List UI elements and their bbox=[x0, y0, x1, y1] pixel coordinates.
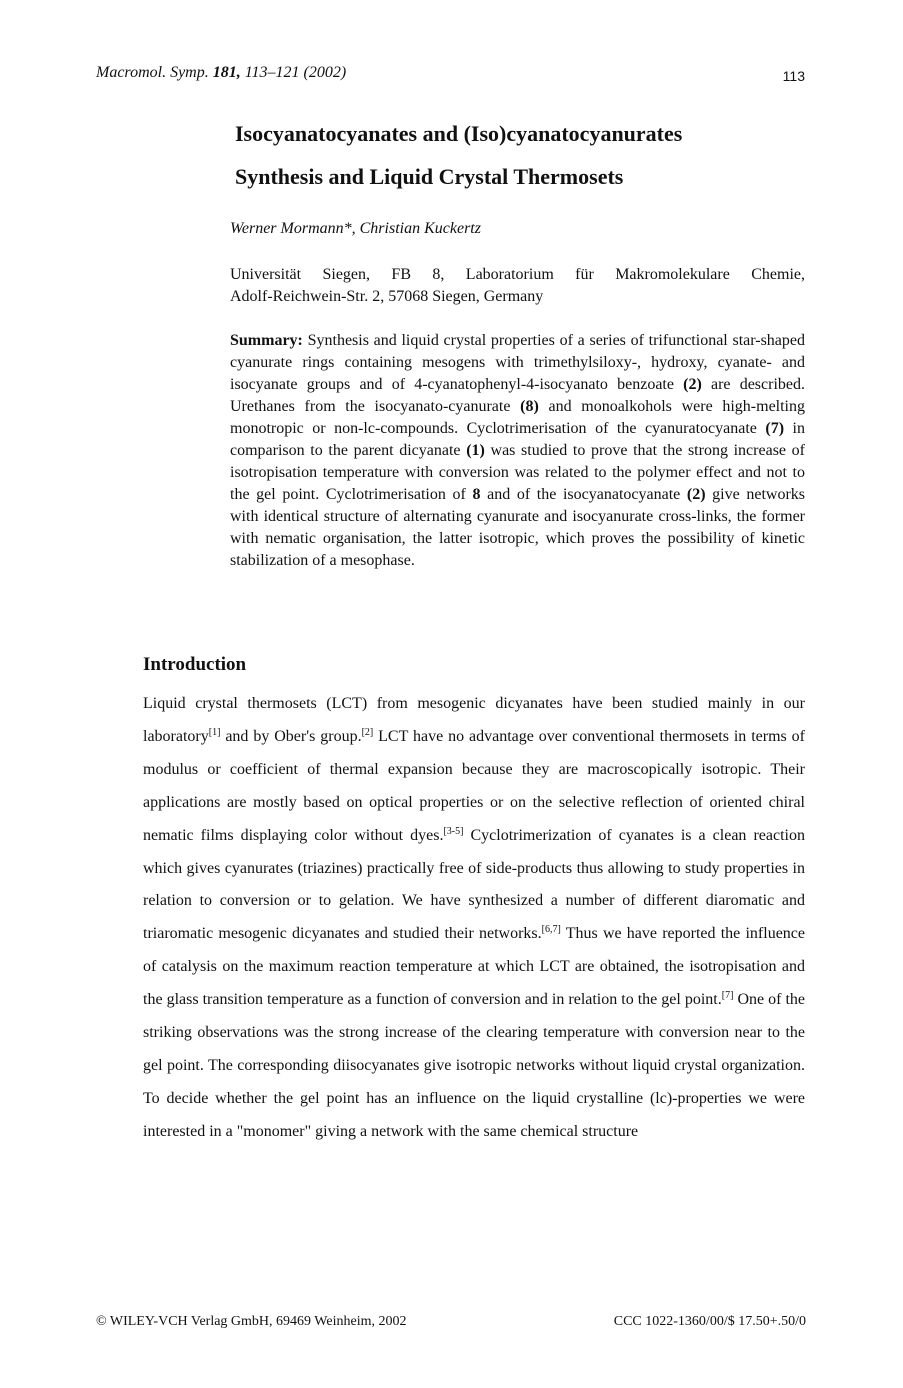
journal-volume: 181, bbox=[212, 64, 241, 81]
abstract bbox=[230, 330, 805, 572]
authors: Werner Mormann*, Christian Kuckertz bbox=[230, 220, 481, 237]
compound-ref: (1) bbox=[466, 442, 485, 459]
compound-ref: (2) bbox=[686, 486, 706, 503]
abstract-text: and of the isocyanatocyanate bbox=[480, 486, 687, 503]
affiliation bbox=[230, 264, 805, 308]
body-text: One of the striking observations was the strong increase of the clearing temperature with conversion near to the gel point. The corresponding diisocyanates give isotropic networks without liquid crystal organization. To decide whether the gel point has an influence on the liquid crystalline (lc)-properties we were interested in a "monomer" giving a network with the same chemical structure bbox=[143, 991, 805, 1140]
citation: [2] bbox=[361, 726, 374, 738]
body-text: and by Ober's group. bbox=[220, 727, 362, 745]
compound-ref: 8 bbox=[472, 486, 481, 503]
affiliation-line-2: Adolf-Reichwein-Str. 2, 57068 Siegen, Germany bbox=[230, 288, 544, 305]
compound-ref: (2) bbox=[683, 376, 702, 393]
citation: [3-5] bbox=[443, 825, 464, 837]
paper-title bbox=[235, 112, 815, 198]
body-text: Thus we have reported the influence of catalysis on the maximum reaction temperature at which LCT are obtained, the isotropisation and the glass transition temperature as a function of conversion and in relation to the gel point. bbox=[143, 925, 805, 1009]
body-text: LCT have no advantage over conventional thermosets in terms of modulus or coefficient of thermal expansion because they are macroscopically isotropic. Their applications are mostly based on optical properties or on the selective reflection of oriented chiral nematic films displaying color without dyes. bbox=[143, 727, 805, 844]
abstract-text: and monoalkohols were high-melting monotropic or non-lc-compounds. Cyclotrimerisation of the cyanuratocyanate bbox=[230, 398, 805, 437]
citation: [6,7] bbox=[541, 924, 561, 936]
body-text: Cyclotrimerization of cyanates is a clean reaction which gives cyanurates (triazines) practically free of side-products thus allowing to study properties in relation to conversion or to gelation. We have synthesized a number of different diaromatic and triaromatic mesogenic dicyanates and studied their networks. bbox=[143, 826, 805, 943]
abstract-text: give networks with identical structure of alternating cyanurate and isocyanurate cross-links, the former with nematic organisation, the latter isotropic, which proves the possibility of kinetic stabilization of a mesophase. bbox=[230, 486, 805, 569]
citation: [1] bbox=[208, 726, 221, 738]
section-heading-introduction: Introduction bbox=[143, 654, 247, 675]
title-line-2: Synthesis and Liquid Crystal Thermosets bbox=[235, 164, 624, 189]
ccc-footer: CCC 1022-1360/00/$ 17.50+.50/0 bbox=[613, 1314, 806, 1329]
compound-ref: (7) bbox=[765, 420, 785, 437]
affiliation-line-1: Universität Siegen, FB 8, Laboratorium für Makromolekulare Chemie, bbox=[230, 266, 805, 283]
introduction-paragraph bbox=[143, 688, 805, 1149]
abstract-label: Summary: bbox=[230, 332, 303, 349]
citation: [7] bbox=[721, 990, 734, 1002]
abstract-text: Synthesis and liquid crystal properties of a series of trifunctional star-shaped cyanurate rings containing mesogens with trimethylsiloxy-, hydroxy, cyanate- and isocyanate groups and of 4-cyanatophenyl-4-isocyanato benzoate bbox=[230, 332, 805, 393]
page-number: 113 bbox=[782, 68, 805, 84]
compound-ref: (8) bbox=[520, 398, 539, 415]
running-head bbox=[96, 64, 806, 82]
title-line-1: Isocyanatocyanates and (Iso)cyanatocyanurates bbox=[235, 121, 683, 146]
abstract-text: are described. Urethanes from the isocyanato-cyanurate bbox=[230, 376, 805, 415]
journal-pages-year: 113–121 (2002) bbox=[244, 64, 347, 81]
copyright-footer: © WILEY-VCH Verlag GmbH, 69469 Weinheim, 2002 bbox=[96, 1314, 407, 1329]
body-text: Liquid crystal thermosets (LCT) from mesogenic dicyanates have been studied mainly in our laboratory bbox=[143, 695, 805, 745]
journal-name: Macromol. Symp. bbox=[96, 64, 209, 81]
abstract-text: in comparison to the parent dicyanate bbox=[230, 420, 805, 459]
abstract-text: was studied to prove that the strong increase of isotropisation temperature with conversion was related to the polymer effect and not to the gel point. Cyclotrimerisation of bbox=[230, 442, 806, 503]
